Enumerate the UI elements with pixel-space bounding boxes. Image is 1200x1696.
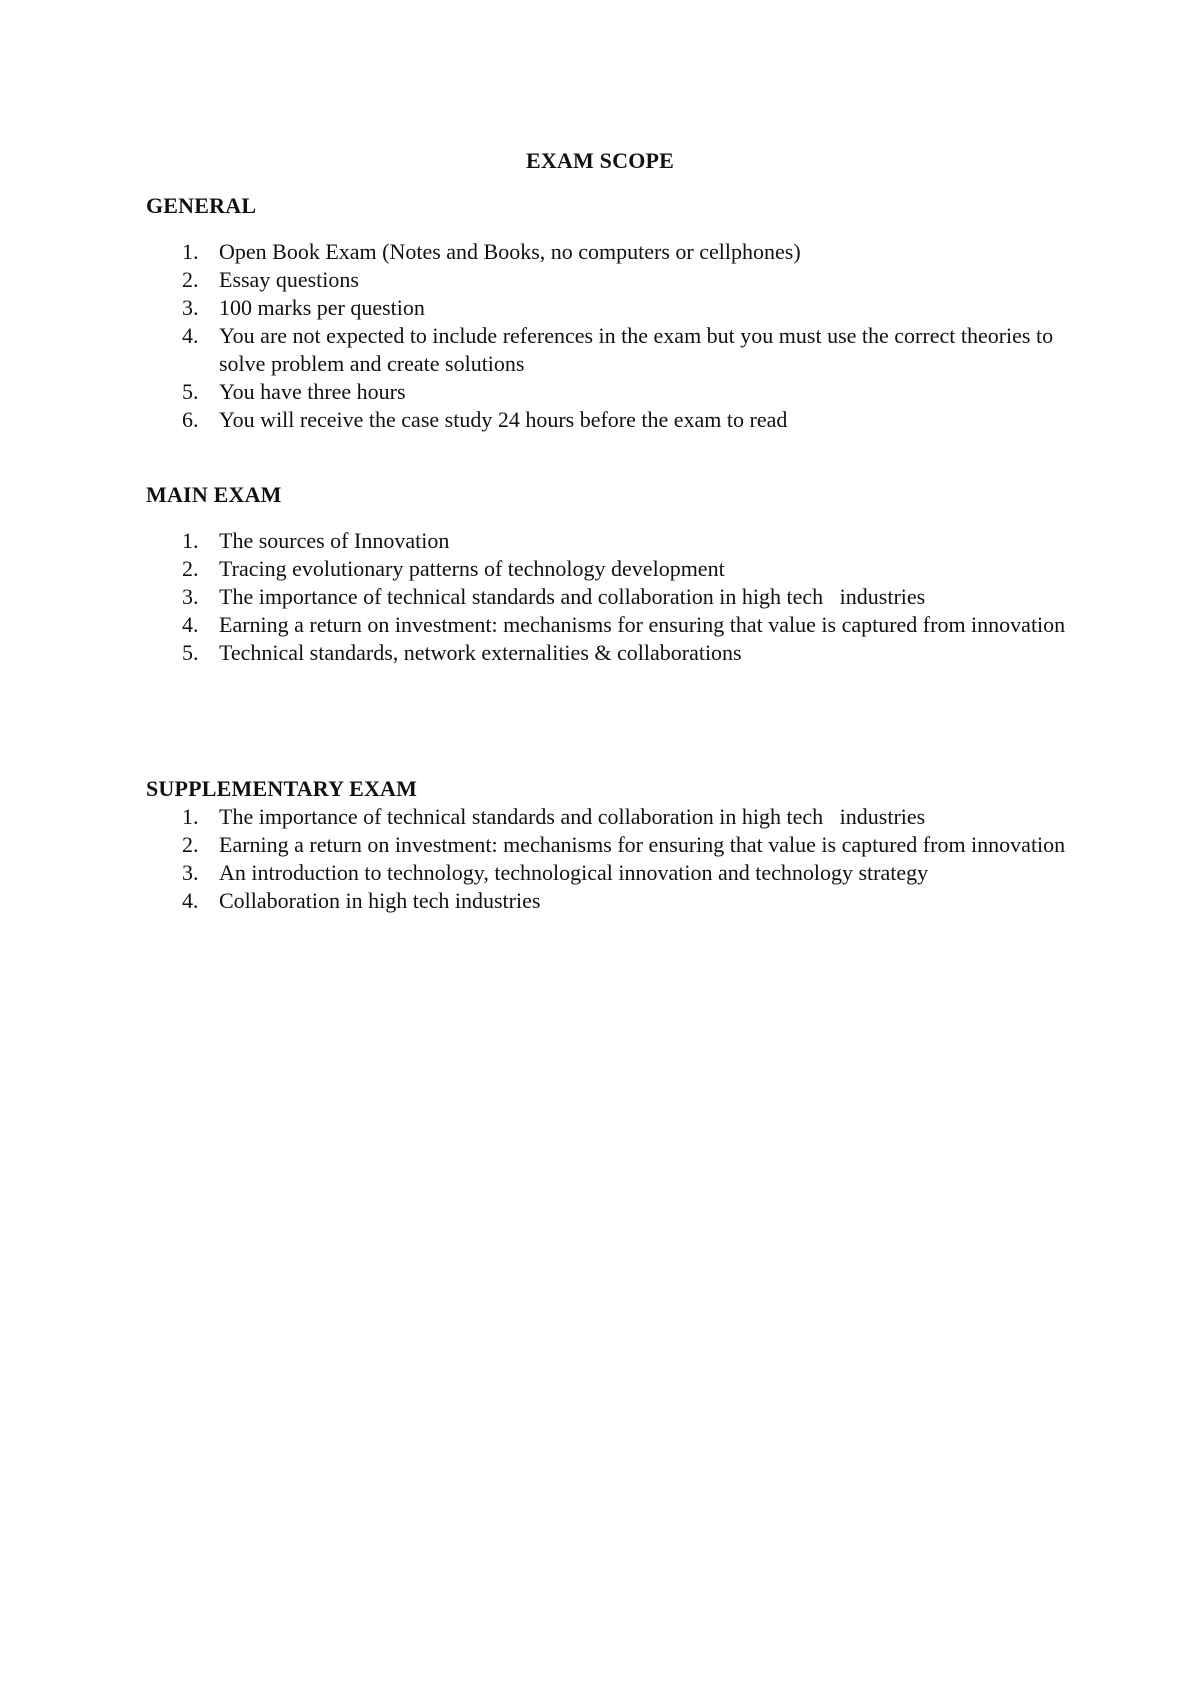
list-item-text: The importance of technical standards and collaboration in high tech industries [219, 584, 926, 609]
list-number: 3. [182, 295, 199, 320]
list-item [146, 322, 1066, 378]
list-item-text: Technical standards, network externalities & collaborations [219, 640, 742, 665]
section-supplementary-exam [146, 775, 1066, 915]
list-item [146, 887, 1066, 915]
list-item [146, 266, 1066, 294]
list-item-text: Tracing evolutionary patterns of technology development [219, 556, 725, 581]
list-item [146, 583, 1066, 611]
list-item [146, 611, 1066, 639]
list-number: 1. [182, 804, 199, 829]
list-item [146, 406, 1066, 434]
list-number: 4. [182, 888, 199, 913]
list-number: 5. [182, 379, 199, 404]
list-item [146, 555, 1066, 583]
list-number: 2. [182, 832, 199, 857]
supplementary-exam-list [146, 803, 1066, 915]
list-item-text: Essay questions [219, 267, 359, 292]
list-item-text: Earning a return on investment: mechanisms for ensuring that value is captured from innovation [219, 612, 1066, 637]
section-general [146, 192, 1066, 434]
list-number: 3. [182, 584, 199, 609]
list-number: 1. [182, 528, 199, 553]
list-number: 3. [182, 860, 199, 885]
page-title: EXAM SCOPE [525, 148, 675, 173]
section-heading-general: GENERAL [146, 193, 257, 218]
section-heading-main-exam: MAIN EXAM [146, 482, 282, 507]
list-item [146, 378, 1066, 406]
list-item [146, 238, 1066, 266]
list-item [146, 527, 1066, 555]
list-number: 5. [182, 640, 199, 665]
list-item [146, 639, 1066, 667]
general-list [146, 238, 1066, 434]
list-item-text: You are not expected to include references in the exam but you must use the correct theories to solve problem and create solutions [219, 323, 1054, 376]
list-item-text: You have three hours [219, 379, 406, 404]
section-main-exam [146, 481, 1066, 667]
main-exam-list [146, 527, 1066, 667]
list-item [146, 294, 1066, 322]
list-item [146, 831, 1066, 859]
list-number: 4. [182, 323, 199, 348]
section-heading-supplementary-exam: SUPPLEMENTARY EXAM [146, 776, 418, 801]
list-number: 6. [182, 407, 199, 432]
list-number: 2. [182, 556, 199, 581]
list-item [146, 803, 1066, 831]
list-item-text: An introduction to technology, technological innovation and technology strategy [219, 860, 929, 885]
list-number: 4. [182, 612, 199, 637]
list-item-text: Earning a return on investment: mechanisms for ensuring that value is captured from innovation [219, 832, 1066, 857]
list-item-text: Open Book Exam (Notes and Books, no computers or cellphones) [219, 239, 801, 264]
list-item-text: You will receive the case study 24 hours before the exam to read [219, 407, 788, 432]
list-item-text: Collaboration in high tech industries [219, 888, 541, 913]
list-item-text: The sources of Innovation [219, 528, 450, 553]
list-item-text: The importance of technical standards and collaboration in high tech industries [219, 804, 926, 829]
list-number: 1. [182, 239, 199, 264]
list-number: 2. [182, 267, 199, 292]
list-item [146, 859, 1066, 887]
list-item-text: 100 marks per question [219, 295, 425, 320]
